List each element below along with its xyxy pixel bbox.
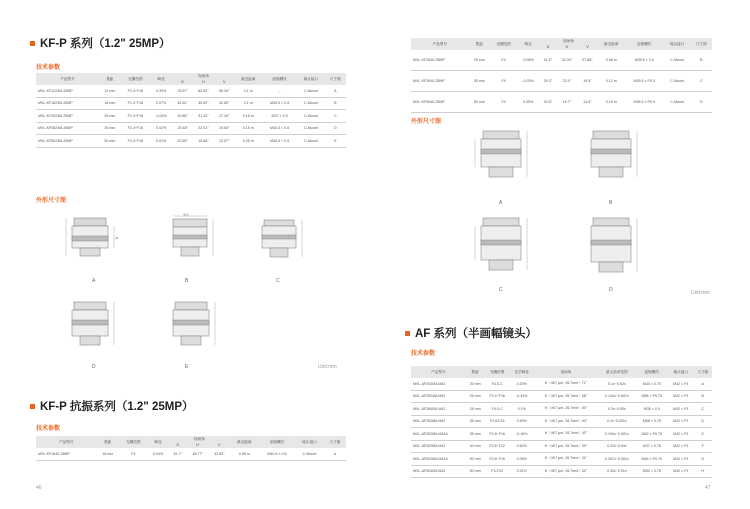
table-cell: M40.5 × 0.5: [262, 122, 297, 135]
model-cell: MVL-KF3540-25MP: [411, 71, 469, 92]
table-cell: M35 × 0.5: [636, 403, 669, 416]
page-number: 47: [705, 485, 711, 491]
th-size: 尺寸图: [325, 73, 346, 85]
table-cell: B: [325, 97, 346, 110]
model-cell: MVL-KF1624M-25MP: [36, 97, 99, 110]
table-cell: 0.05%: [510, 453, 534, 466]
table-cell: C-Mount: [297, 85, 324, 97]
table-cell: E: [325, 135, 346, 148]
table-cell: C-Mount: [297, 97, 324, 110]
table-row: [411, 465, 712, 478]
th-d: D: [539, 44, 556, 50]
drawing-letter-c: C: [499, 287, 503, 293]
table-cell: -0.34%: [510, 390, 534, 403]
table-cell: A: [324, 448, 346, 460]
table-cell: M40.5 × 0.5: [262, 97, 297, 110]
th-d: D: [172, 79, 193, 85]
table-cell: 32.04°: [557, 50, 578, 71]
table-cell: 0.15 m: [235, 110, 262, 123]
table-cell: M58 × P0.75: [636, 390, 669, 403]
lens-drawing-d: [577, 214, 647, 284]
table-cell: 50 mm: [466, 465, 485, 478]
table-cell: 20 mm: [466, 378, 485, 390]
th-aperture: 光圈范围: [121, 73, 150, 85]
table-cell: 0.08 m: [598, 50, 625, 71]
table-cell: 40.85°: [172, 110, 193, 123]
table-row: [36, 135, 346, 148]
table-row: [411, 453, 712, 466]
table-cell: 42.89°: [214, 97, 235, 110]
drawing-letter-c: C: [276, 278, 280, 284]
table-cell: 0.1x~0.62x: [598, 378, 635, 390]
table-cell: C-Mount: [664, 50, 691, 71]
th-min-dist: 最近距离: [235, 73, 262, 85]
drawing-label: 外形尺寸图: [36, 198, 67, 204]
table-cell: 42.83°: [208, 448, 230, 460]
table-cell: F4-F22: [485, 465, 510, 478]
th-filter: 滤镜螺纹: [636, 366, 669, 378]
th-distortion: 畸变: [150, 73, 172, 85]
table-cell: D: [691, 92, 712, 113]
table-cell: M35.5 × P0.5: [625, 92, 664, 113]
model-cell: MVL-KF2524M-25MP: [36, 110, 99, 123]
model-cell: MVL-AF5040M-M42: [411, 465, 466, 478]
lens-drawing-a: [62, 214, 124, 276]
table-cell: 16 mm: [96, 448, 119, 460]
th-mount: 镜头接口: [297, 73, 324, 85]
table-cell: F: [693, 440, 712, 453]
lens-drawing-c: [467, 214, 537, 284]
table-cell: 0.21%: [510, 465, 534, 478]
th-filter: 滤镜螺纹: [262, 73, 297, 85]
table-cell: 50 mm: [99, 135, 121, 148]
model-cell: MVL-AF3528M-M42A: [411, 428, 466, 441]
table-cell: A: [693, 378, 712, 390]
orange-square-icon: [405, 331, 410, 336]
table-cell: 27.34°: [214, 110, 235, 123]
table-cell: 0.01%: [150, 135, 172, 148]
th-h: H: [557, 44, 578, 50]
table-cell: C-Mount: [664, 92, 691, 113]
table-cell: 50 mm: [466, 453, 485, 466]
th-v: V: [208, 442, 230, 448]
table-row: [411, 415, 712, 428]
table-cell: H（4K7 μm, 26.7mm）31°: [534, 453, 599, 466]
th-fov: 视场角: [172, 73, 234, 79]
drawing-letter-d: D: [609, 287, 613, 293]
th-aperture: 光圈范围: [490, 38, 517, 50]
th-fov: 视场角: [534, 366, 599, 378]
table-cell: M35.5 × 0.5: [625, 50, 664, 71]
lens-drawing-c: [252, 214, 314, 276]
table-cell: F2.8~F22: [485, 440, 510, 453]
table-cell: 13.57°: [214, 135, 235, 148]
table-cell: B: [691, 50, 712, 71]
kf-cont-spec-table: [411, 38, 712, 113]
table-cell: 0.39%: [150, 85, 172, 97]
lens-drawing-d: [62, 298, 124, 360]
lens-drawing-e: [163, 298, 225, 360]
table-row: [36, 97, 346, 110]
th-distortion: 畸变: [517, 38, 539, 50]
table-cell: M40.5 × 0.5: [259, 448, 296, 460]
table-cell: M42 × P1: [668, 403, 693, 416]
th-h: H: [187, 442, 209, 448]
table-cell: -0.03%: [517, 71, 539, 92]
table-cell: C: [693, 403, 712, 416]
th-aperture: 光圈范围: [485, 366, 510, 378]
th-d: D: [169, 442, 187, 448]
th-mount: 镜头接口: [668, 366, 693, 378]
table-cell: F2.8~F16: [485, 428, 510, 441]
table-cell: 0.1 m: [235, 85, 262, 97]
table-cell: M42 × P1: [668, 453, 693, 466]
table-row: [411, 390, 712, 403]
table-cell: 0.1%: [510, 403, 534, 416]
table-row: [411, 92, 712, 113]
table-cell: H（4K7 μm, 26.7mm）44°: [534, 415, 599, 428]
right-page: [375, 0, 750, 509]
model-cell: MVL-KF1640-25MP: [36, 448, 96, 460]
table-cell: 35 mm: [469, 71, 490, 92]
table-cell: H: [693, 465, 712, 478]
model-cell: MVL-KF1224M-25MP: [36, 85, 99, 97]
th-focal: 焦距: [99, 73, 121, 85]
th-fov: 视场角: [169, 436, 230, 442]
table-cell: C-Mount: [297, 135, 324, 148]
table-cell: M42 × P1: [668, 415, 693, 428]
table-cell: -0.04%: [150, 110, 172, 123]
table-cell: 25 mm: [99, 110, 121, 123]
th-mount: 镜头接口: [295, 436, 323, 448]
table-cell: 19.54°: [214, 122, 235, 135]
table-cell: 61.61°: [172, 97, 193, 110]
table-cell: F2.4~F16: [121, 85, 150, 97]
table-cell: 0.194x~0.001x: [598, 428, 635, 441]
table-cell: 15.66°: [193, 135, 214, 148]
model-cell: MVL-AF2524M-M42: [411, 390, 466, 403]
th-fov: 视场角: [539, 38, 597, 44]
table-cell: 75.57°: [172, 85, 193, 97]
table-cell: 0.04%: [148, 448, 169, 460]
table-cell: H（4K7 μm, 26.7mm）56°: [534, 390, 599, 403]
table-cell: 61.7°: [169, 448, 187, 460]
orange-square-icon: [30, 41, 35, 46]
drawing-letter-d: D: [92, 364, 96, 370]
table-row: [411, 50, 712, 71]
kfp-spec-table: [36, 73, 346, 148]
table-cell: 48.77°: [187, 448, 209, 460]
table-cell: M52 × 0.75: [636, 465, 669, 478]
table-row: [36, 122, 346, 135]
th-filter: 滤镜螺纹: [259, 436, 296, 448]
th-distortion: 畸变: [148, 436, 169, 448]
th-size: 尺寸图: [691, 38, 712, 50]
table-cell: B: [693, 390, 712, 403]
table-cell: M37 × 0.5: [262, 110, 297, 123]
table-cell: C: [325, 110, 346, 123]
drawing-letter-a: A: [92, 278, 96, 284]
table-cell: F2.8-F16: [485, 415, 510, 428]
table-cell: 28 mm: [466, 403, 485, 416]
table-cell: 0.12 m: [598, 71, 625, 92]
table-row: [411, 428, 712, 441]
table-cell: F2.8~F16: [485, 453, 510, 466]
th-focal: 焦距: [96, 436, 119, 448]
table-row: [411, 440, 712, 453]
table-cell: 29.3°: [539, 71, 556, 92]
table-cell: 50 mm: [469, 92, 490, 113]
table-cell: F4: [490, 92, 517, 113]
th-min-dist: 最近距离: [230, 436, 258, 448]
model-cell: MVL-KF5024M-25MP: [36, 135, 99, 148]
table-cell: 0.33x~0.01x: [598, 465, 635, 478]
table-cell: -0.16%: [510, 428, 534, 441]
th-model: 产品型号: [36, 73, 99, 85]
th-focal: 焦距: [466, 366, 485, 378]
table-cell: M42 × P1: [668, 428, 693, 441]
model-cell: MVL-KF2540-25MP: [411, 50, 469, 71]
table-row: [36, 110, 346, 123]
table-cell: H（4K7 μm, 26.7mm）32°: [534, 465, 599, 478]
th-distortion: 光学畸变: [510, 366, 534, 378]
section-title-af: AF 系列（半画幅镜头）: [405, 325, 537, 341]
th-h: H: [193, 79, 214, 85]
table-cell: 16 mm: [99, 97, 121, 110]
table-row: [411, 378, 712, 390]
table-cell: 0.3x~0.05x: [598, 403, 635, 416]
table-cell: 0.143x~0.601x: [598, 390, 635, 403]
model-cell: MVL-AF3528M-M42: [411, 415, 466, 428]
table-cell: D: [325, 122, 346, 135]
table-cell: 0.20%: [510, 378, 534, 390]
table-cell: F4: [490, 71, 517, 92]
table-cell: M42 × P1: [668, 378, 693, 390]
table-cell: A: [325, 85, 346, 97]
specs-label: 技术参数: [36, 426, 61, 432]
table-cell: -: [262, 85, 297, 97]
table-cell: 31.42°: [193, 110, 214, 123]
unit-label: Unit:mm: [318, 364, 337, 370]
th-model: 产品型号: [36, 436, 96, 448]
table-cell: 41.5°: [539, 50, 556, 71]
table-row: [411, 71, 712, 92]
table-cell: 22.4°: [557, 71, 578, 92]
table-cell: 49.82°: [193, 97, 214, 110]
orange-square-icon: [30, 404, 35, 409]
table-cell: 0.08 m: [230, 448, 258, 460]
th-size: 尺寸图: [324, 436, 346, 448]
table-cell: F4: [490, 50, 517, 71]
table-cell: H（4K7 μm, 26.7mm）42°: [534, 428, 599, 441]
table-cell: 19.5°: [577, 71, 598, 92]
unit-label: Unit:mm: [691, 290, 710, 296]
table-cell: 25 mm: [466, 390, 485, 403]
table-cell: M58 × 0.75: [636, 415, 669, 428]
specs-label: 技术参数: [411, 351, 436, 357]
model-cell: MVL-AF2840M-M42: [411, 403, 466, 416]
table-row: [36, 448, 346, 460]
section-title-kfp: KF-P 系列（1.2" 25MP）: [30, 35, 171, 51]
table-cell: 0.05%: [517, 92, 539, 113]
table-cell: -0.06%: [517, 50, 539, 71]
drawing-letter-b: B: [609, 200, 613, 206]
table-cell: 62.52°: [193, 85, 214, 97]
th-model: 产品型号: [411, 38, 469, 50]
model-cell: MVL-AF5028M-M42A: [411, 453, 466, 466]
table-cell: F2.4~F16: [121, 122, 150, 135]
drawing-letter-a: A: [499, 200, 503, 206]
lens-drawing-b: [577, 127, 647, 197]
table-cell: C: [691, 71, 712, 92]
table-cell: C-Mount: [297, 110, 324, 123]
table-cell: 0.15 m: [235, 122, 262, 135]
drawing-label: 外形尺寸图: [411, 119, 442, 125]
table-cell: 29.48°: [172, 122, 193, 135]
table-cell: 27.88°: [577, 50, 598, 71]
table-cell: 15.7°: [557, 92, 578, 113]
table-cell: 0.15 m: [598, 92, 625, 113]
table-cell: 0.22x~0.04x: [598, 440, 635, 453]
drawing-letter-e: E: [185, 364, 189, 370]
table-cell: 20.6°: [539, 92, 556, 113]
table-row: [36, 85, 346, 97]
table-cell: 35 mm: [466, 428, 485, 441]
table-cell: F4: [119, 448, 147, 460]
table-cell: M42 × P1: [668, 440, 693, 453]
model-cell: MVL-KF5040-25MP: [411, 92, 469, 113]
th-aperture: 光圈范围: [119, 436, 147, 448]
table-cell: 25 mm: [469, 50, 490, 71]
th-model: 产品型号: [411, 366, 466, 378]
table-cell: F4.5-C: [485, 378, 510, 390]
table-row: [411, 403, 712, 416]
table-cell: F4.0-C: [485, 403, 510, 416]
table-cell: 55.34°: [214, 85, 235, 97]
table-cell: 40 mm: [466, 440, 485, 453]
table-cell: M37 × 0.75: [636, 440, 669, 453]
table-cell: 0.1 m: [235, 97, 262, 110]
table-cell: C-Mount: [297, 122, 324, 135]
table-cell: 0.2x~0.001x: [598, 415, 635, 428]
drawing-letter-b: B: [185, 278, 189, 284]
th-v: V: [214, 79, 235, 85]
af-spec-table: [411, 366, 712, 478]
model-cell: MVL-KF3524M-25MP: [36, 122, 99, 135]
table-cell: 22.51°: [193, 122, 214, 135]
table-cell: 12 mm: [99, 85, 121, 97]
th-filter: 滤镜螺纹: [625, 38, 664, 50]
th-focal: 焦距: [469, 38, 490, 50]
table-cell: 0.40%: [510, 415, 534, 428]
table-cell: F2.4~F16: [121, 110, 150, 123]
table-cell: M40.5 × 0.5: [262, 135, 297, 148]
kfp-shock-spec-table: [36, 436, 346, 461]
table-cell: 35 mm: [466, 415, 485, 428]
table-cell: F2.4~F16: [485, 390, 510, 403]
section-title-kfp-shock: KF-P 抗振系列（1.2" 25MP）: [30, 398, 194, 414]
table-cell: H（4K7 μm, 26.7mm）39°: [534, 440, 599, 453]
th-magnification: 最大放率范围: [598, 366, 635, 378]
svg-text:42.5: 42.5: [183, 213, 189, 217]
table-cell: C-Mount: [664, 71, 691, 92]
table-cell: 0.02%: [150, 122, 172, 135]
table-cell: F2.4~F16: [121, 135, 150, 148]
th-v: V: [577, 44, 598, 50]
specs-label: 技术参数: [36, 65, 61, 71]
model-cell: MVL-AF4028M-M42: [411, 440, 466, 453]
table-cell: C-Mount: [295, 448, 323, 460]
model-cell: MVL-AF2040M-M42: [411, 378, 466, 390]
table-cell: 0.62%: [510, 440, 534, 453]
svg-text:42: 42: [115, 236, 119, 240]
table-cell: 20.65°: [172, 135, 193, 148]
table-cell: D: [693, 415, 712, 428]
table-cell: M42 × P1: [668, 390, 693, 403]
table-cell: M52 × P0.75: [636, 428, 669, 441]
th-min-dist: 最近距离: [598, 38, 625, 50]
th-mount: 镜头接口: [664, 38, 691, 50]
table-cell: 0.267x~0.001x: [598, 453, 635, 466]
table-cell: G: [693, 453, 712, 466]
table-cell: H（4K7 μm, 26.7mm）71°: [534, 378, 599, 390]
lens-drawing-b: [163, 213, 225, 275]
th-size: 尺寸图: [693, 366, 712, 378]
table-cell: M43 × 0.75: [636, 378, 669, 390]
table-cell: E: [693, 428, 712, 441]
table-cell: F2.4~F16: [121, 97, 150, 110]
lens-drawing-a: [467, 127, 537, 197]
table-cell: M46 × P0.75: [636, 453, 669, 466]
table-cell: H（4K7 μm, 26.7mm）50°: [534, 403, 599, 416]
table-cell: 13.6°: [577, 92, 598, 113]
table-cell: 35 mm: [99, 122, 121, 135]
page-number: 46: [36, 485, 42, 491]
table-cell: M42 × P1: [668, 465, 693, 478]
table-cell: M35.5 × P0.5: [625, 71, 664, 92]
table-cell: 0.25 m: [235, 135, 262, 148]
table-cell: 0.07%: [150, 97, 172, 110]
